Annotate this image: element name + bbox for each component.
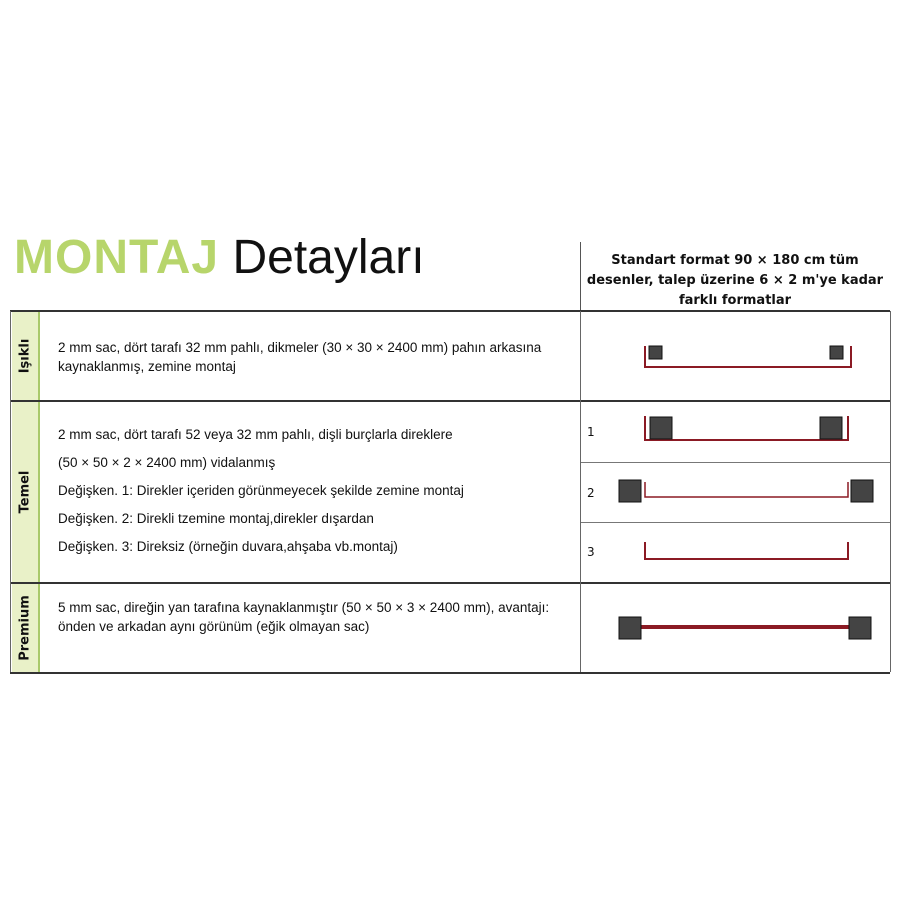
variant-number: 2	[587, 486, 595, 500]
post-square	[619, 617, 641, 639]
profile-line	[645, 346, 851, 367]
title-accent: MONTAJ	[14, 231, 220, 284]
row-label-cell	[12, 584, 40, 672]
header-note: Standart format 90 × 180 cm tüm desenler, talep üzerine 6 × 2 m'ye kadar farklı formatlar	[586, 253, 884, 308]
description-line: 2 mm sac, dört tarafı 52 veya 32 mm pahlı, dişli burçlarla direklere	[58, 427, 453, 442]
table-bottom-border	[10, 672, 890, 674]
profile-line	[645, 482, 848, 497]
description-temel	[58, 425, 568, 565]
description-line: 5 mm sac, direğin yan tarafına kaynaklanmıştır (50 × 50 × 3 × 2400 mm), avantajı: önden ve arkadan aynı görünüm (eğik olmayan sac)	[58, 600, 550, 634]
row-label-isikli: Işıklı	[17, 338, 33, 374]
row-label-cell	[12, 312, 40, 400]
profile-line	[645, 416, 848, 440]
profile-line	[645, 542, 848, 559]
diagram-temel-1	[581, 402, 889, 462]
row-label-cell	[12, 402, 40, 582]
row-label-premium: Premium	[17, 595, 33, 661]
description-premium	[58, 598, 568, 645]
description-line: Değişken. 1: Direkler içeriden görünmeyecek şekilde zemine montaj	[58, 483, 464, 498]
diagram-premium	[581, 584, 889, 672]
post-square	[849, 617, 871, 639]
diagram-temel-2	[581, 462, 889, 522]
variant-number: 3	[587, 545, 595, 559]
post-square	[649, 346, 662, 359]
page-title	[14, 228, 425, 288]
post-square	[820, 417, 842, 439]
title-rest: Detayları	[232, 231, 425, 284]
description-line: Değişken. 2: Direkli tzemine montaj,direkler dışardan	[58, 511, 374, 526]
diagram-isikli	[581, 312, 889, 400]
table-right-border	[890, 311, 891, 672]
post-square	[619, 480, 641, 502]
post-square	[830, 346, 843, 359]
row-label-temel: Temel	[17, 470, 33, 514]
description-isikli	[58, 338, 568, 385]
description-line: Değişken. 3: Direksiz (örneğin duvara,ahşaba vb.montaj)	[58, 539, 398, 554]
table-left-border	[10, 311, 11, 672]
post-square	[650, 417, 672, 439]
variant-number: 1	[587, 425, 595, 439]
diagram-temel-3	[581, 522, 889, 582]
description-line: (50 × 50 × 2 × 2400 mm) vidalanmış	[58, 455, 276, 470]
post-square	[851, 480, 873, 502]
description-line: 2 mm sac, dört tarafı 32 mm pahlı, dikmeler (30 × 30 × 2400 mm) pahın arkasına kaynaklanmış, zemine montaj	[58, 340, 542, 374]
